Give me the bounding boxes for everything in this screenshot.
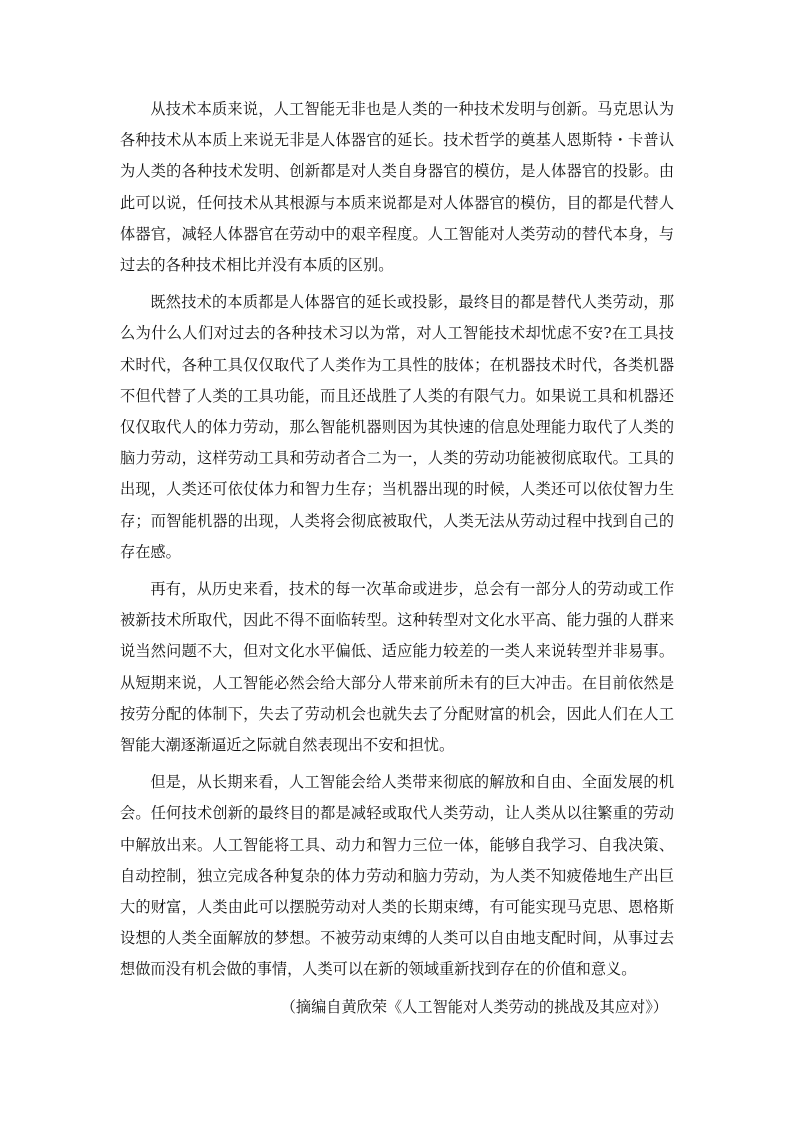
- paragraph-4: 但是，从长期来看，人工智能会给人类带来彻底的解放和自由、全面发展的机会。任何技术创新的最终目的都是减轻或取代人类劳动，让人类从以往繁重的劳动中解放出来。人工智能将工具、动力和智力三位一体，能够自我学习、自我决策、自动控制，独立完成各种复杂的体力劳动和脑力劳动，为人类不知疲倦地生产出巨大的财富，人类由此可以摆脱劳动对人类的长期束缚，有可能实现马克思、恩格斯设想的人类全面解放的梦想。不被劳动束缚的人类可以自由地支配时间，从事过去想做而没有机会做的事情，人类可以在新的领域重新找到存在的价值和意义。: [120, 773, 674, 979]
- document-body: [120, 94, 674, 1023]
- paragraph-2: 既然技术的本质都是人体器官的延长或投影，最终目的都是替代人类劳动，那么为什么人们对过去的各种技术习以为常，对人工智能技术却忧虑不安?在工具技术时代，各种工具仅仅取代了人类作为工具性的肢体；在机器技术时代，各类机器不但代替了人类的工具功能，而且还战胜了人类的有限气力。如果说工具和机器还仅仅取代人的体力劳动，那么智能机器则因为其快速的信息处理能力取代了人类的脑力劳动，这样劳动工具和劳动者合二为一，人类的劳动功能被彻底取代。工具的出现，人类还可依仗体力和智力生存；当机器出现的时候，人类还可以依仗智力生存；而智能机器的出现，人类将会彻底被取代，人类无法从劳动过程中找到自己的存在感。: [120, 293, 674, 561]
- paragraph-1: 从技术本质来说，人工智能无非也是人类的一种技术发明与创新。马克思认为各种技术从本质上来说无非是人体器官的延长。技术哲学的奠基人恩斯特・卡普认为人类的各种技术发明、创新都是对人类自身器官的模仿，是人体器官的投影。由此可以说，任何技术从其根源与本质来说都是对人体器官的模仿，目的都是代替人体器官，减轻人体器官在劳动中的艰辛程度。人工智能对人类劳动的替代本身，与过去的各种技术相比并没有本质的区别。: [120, 100, 674, 275]
- source-citation: （摘编自黄欣荣《人工智能对人类劳动的挑战及其应对》）: [280, 997, 668, 1016]
- paragraph-3: 再有，从历史来看，技术的每一次革命或进步，总会有一部分人的劳动或工作被新技术所取代，因此不得不面临转型。这种转型对文化水平高、能力强的人群来说当然问题不大，但对文化水平偏低、适应能力较差的一类人来说转型并非易事。从短期来说，人工智能必然会给大部分人带来前所未有的巨大冲击。在目前依然是按劳分配的体制下，失去了劳动机会也就失去了分配财富的机会，因此人们在人工智能大潮逐渐逼近之际就自然表现出不安和担忧。: [120, 580, 674, 755]
